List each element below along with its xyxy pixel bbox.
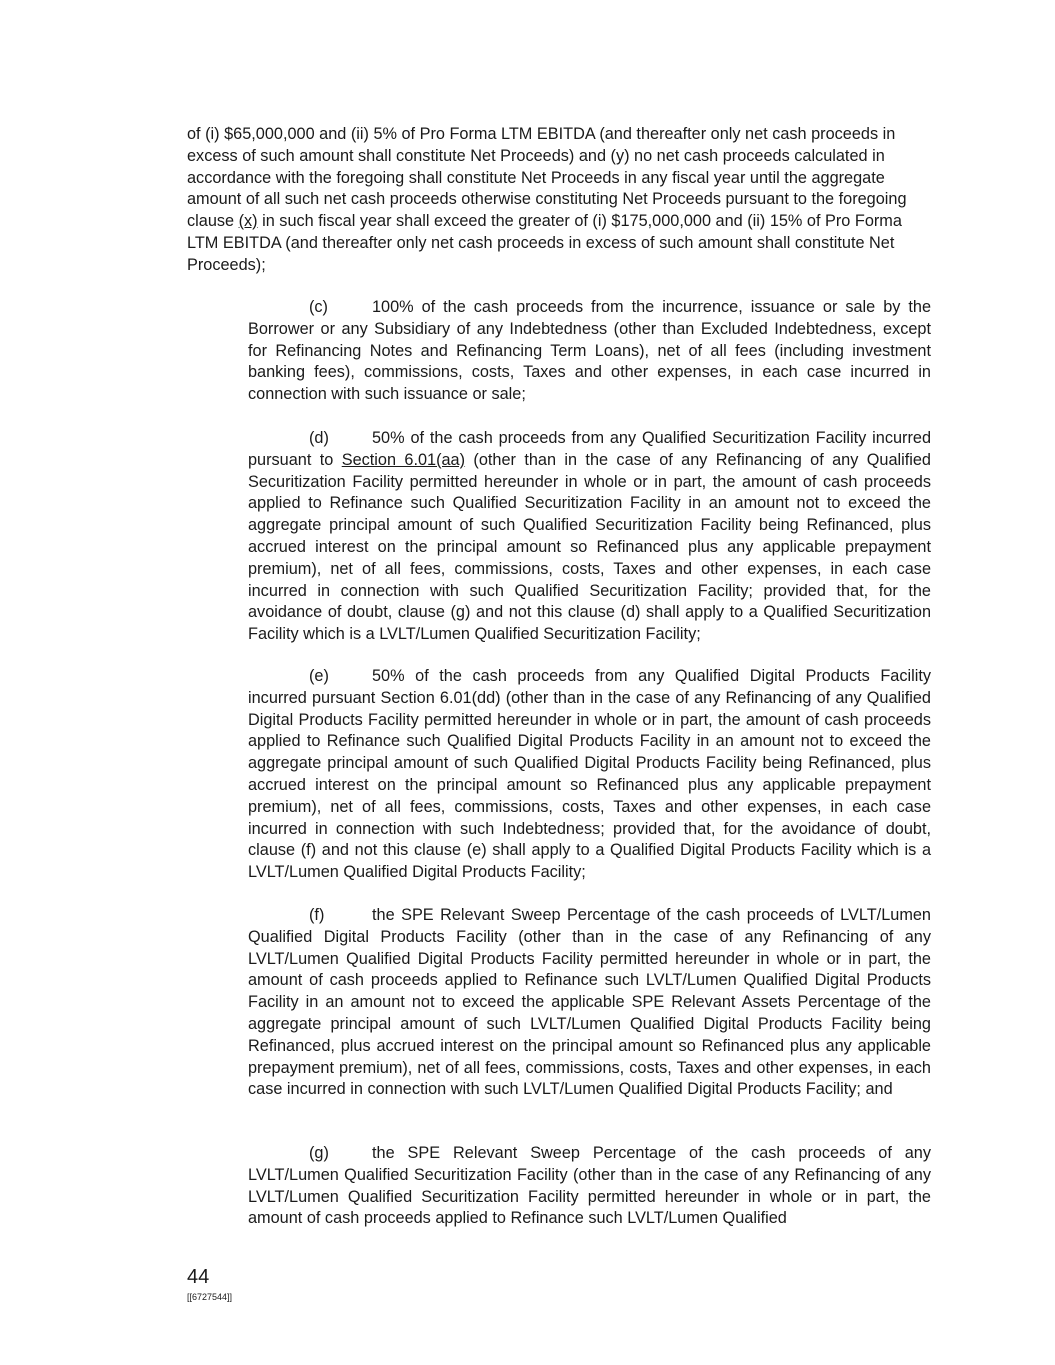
clause-d <box>248 428 931 646</box>
clause-f <box>248 905 931 1101</box>
document-id: [[6727544]] <box>187 1292 233 1302</box>
lead-paragraph <box>187 124 932 277</box>
clause-c-label: (c) <box>309 298 328 316</box>
clause-f-text: the SPE Relevant Sweep Percentage of the cash proceeds of LVLT/Lumen Qualified Digital Products Facility (other than in the case of any Refinancing of any LVLT/Lumen Qualified Digital Products Facility permitted hereunder in whole or in part, the amount of cash proceeds applied to Refinance such LVLT/Lumen Qualified Digital Products Facility in an amount not to exceed the applicable SPE Relevant Assets Percentage of the aggregate principal amount of such LVLT/Lumen Qualified Digital Products Facility being Refinanced, plus accrued interest on the principal amount so Refinanced plus any applicable prepayment premium), net of all fees, commissions, costs, Taxes and other expenses, in each case incurred in connection with such LVLT/Lumen Qualified Digital Products Facility; and <box>248 906 931 1099</box>
clause-g-label: (g) <box>309 1144 329 1162</box>
clause-d-text-before: 50% of the cash proceeds from any Qualified Securitization Facility incurred pursuant to <box>248 429 931 469</box>
lead-text-part1: of (i) $65,000,000 and (ii) 5% of Pro Forma LTM EBITDA (and thereafter only net cash proceeds in excess of such amount shall constitute Net Proceeds) and (y) no net cash proceeds calculated in accordance with the foregoing shall constitute Net Proceeds in any fiscal year until the aggregate amount of all such net cash proceeds otherwise constituting Net Proceeds pursuant to the foregoing clause <box>187 125 907 231</box>
clause-e <box>248 666 931 884</box>
clause-g <box>248 1143 931 1230</box>
clause-c-text: 100% of the cash proceeds from the incurrence, issuance or sale by the Borrower or any Subsidiary of any Indebtedness (other than Excluded Indebtedness, except for Refinancing Notes and Refinancing Term Loans), net of all fees (including investment banking fees), commissions, costs, Taxes and other expenses, in each case incurred in connection with such issuance or sale; <box>248 298 931 404</box>
section-reference: Section 6.01(aa) <box>341 450 466 469</box>
lead-text-part2: in such fiscal year shall exceed the greater of (i) $175,000,000 and (ii) 15% of Pro Forma LTM EBITDA (and thereafter only net cash proceeds in excess of such amount shall constitute Net Proceeds); <box>187 212 902 274</box>
clause-e-text: 50% of the cash proceeds from any Qualified Digital Products Facility incurred pursuant Section 6.01(dd) (other than in the case of any Refinancing of any Qualified Digital Products Facility permitted hereunder in whole or in part, the amount of cash proceeds applied to Refinance such Qualified Digital Products Facility in an amount not to exceed the aggregate principal amount of such Qualified Digital Products Facility being Refinanced, plus accrued interest on the principal amount so Refinanced plus any applicable prepayment premium), net of all fees, commissions, costs, Taxes and other expenses, in each case incurred in connection with such Indebtedness; provided that, for the avoidance of doubt, clause (f) and not this clause (e) shall apply to a Qualified Digital Products Facility which is a LVLT/Lumen Qualified Digital Products Facility; <box>248 667 931 882</box>
clause-f-label: (f) <box>309 906 325 924</box>
clause-g-text: the SPE Relevant Sweep Percentage of the cash proceeds of any LVLT/Lumen Qualified Securitization Facility (other than in the case of any Refinancing of any LVLT/Lumen Qualified Securitization Facility permitted hereunder in whole or in part, the amount of cash proceeds applied to Refinance such LVLT/Lumen Qualified <box>248 1144 931 1228</box>
clause-e-label: (e) <box>309 667 329 685</box>
clause-d-label: (d) <box>309 429 329 447</box>
clause-c <box>248 297 931 406</box>
clause-x-reference: (x) <box>238 212 258 231</box>
page-number: 44 <box>187 1266 210 1288</box>
clause-d-text-after: (other than in the case of any Refinancing of any Qualified Securitization Facility permitted hereunder in whole or in part, the amount of cash proceeds applied to Refinance such Qualified Securitization Facility in an amount not to exceed the aggregate principal amount of such Qualified Securitization Facility being Refinanced, plus accrued interest on the principal amount so Refinanced plus any applicable prepayment premium), net of all fees, commissions, costs, Taxes and other expenses, in each case incurred in connection with such Qualified Securitization Facility; provided that, for the avoidance of doubt, clause (g) and not this clause (d) shall apply to a Qualified Securitization Facility which is a LVLT/Lumen Qualified Securitization Facility; <box>248 450 931 644</box>
